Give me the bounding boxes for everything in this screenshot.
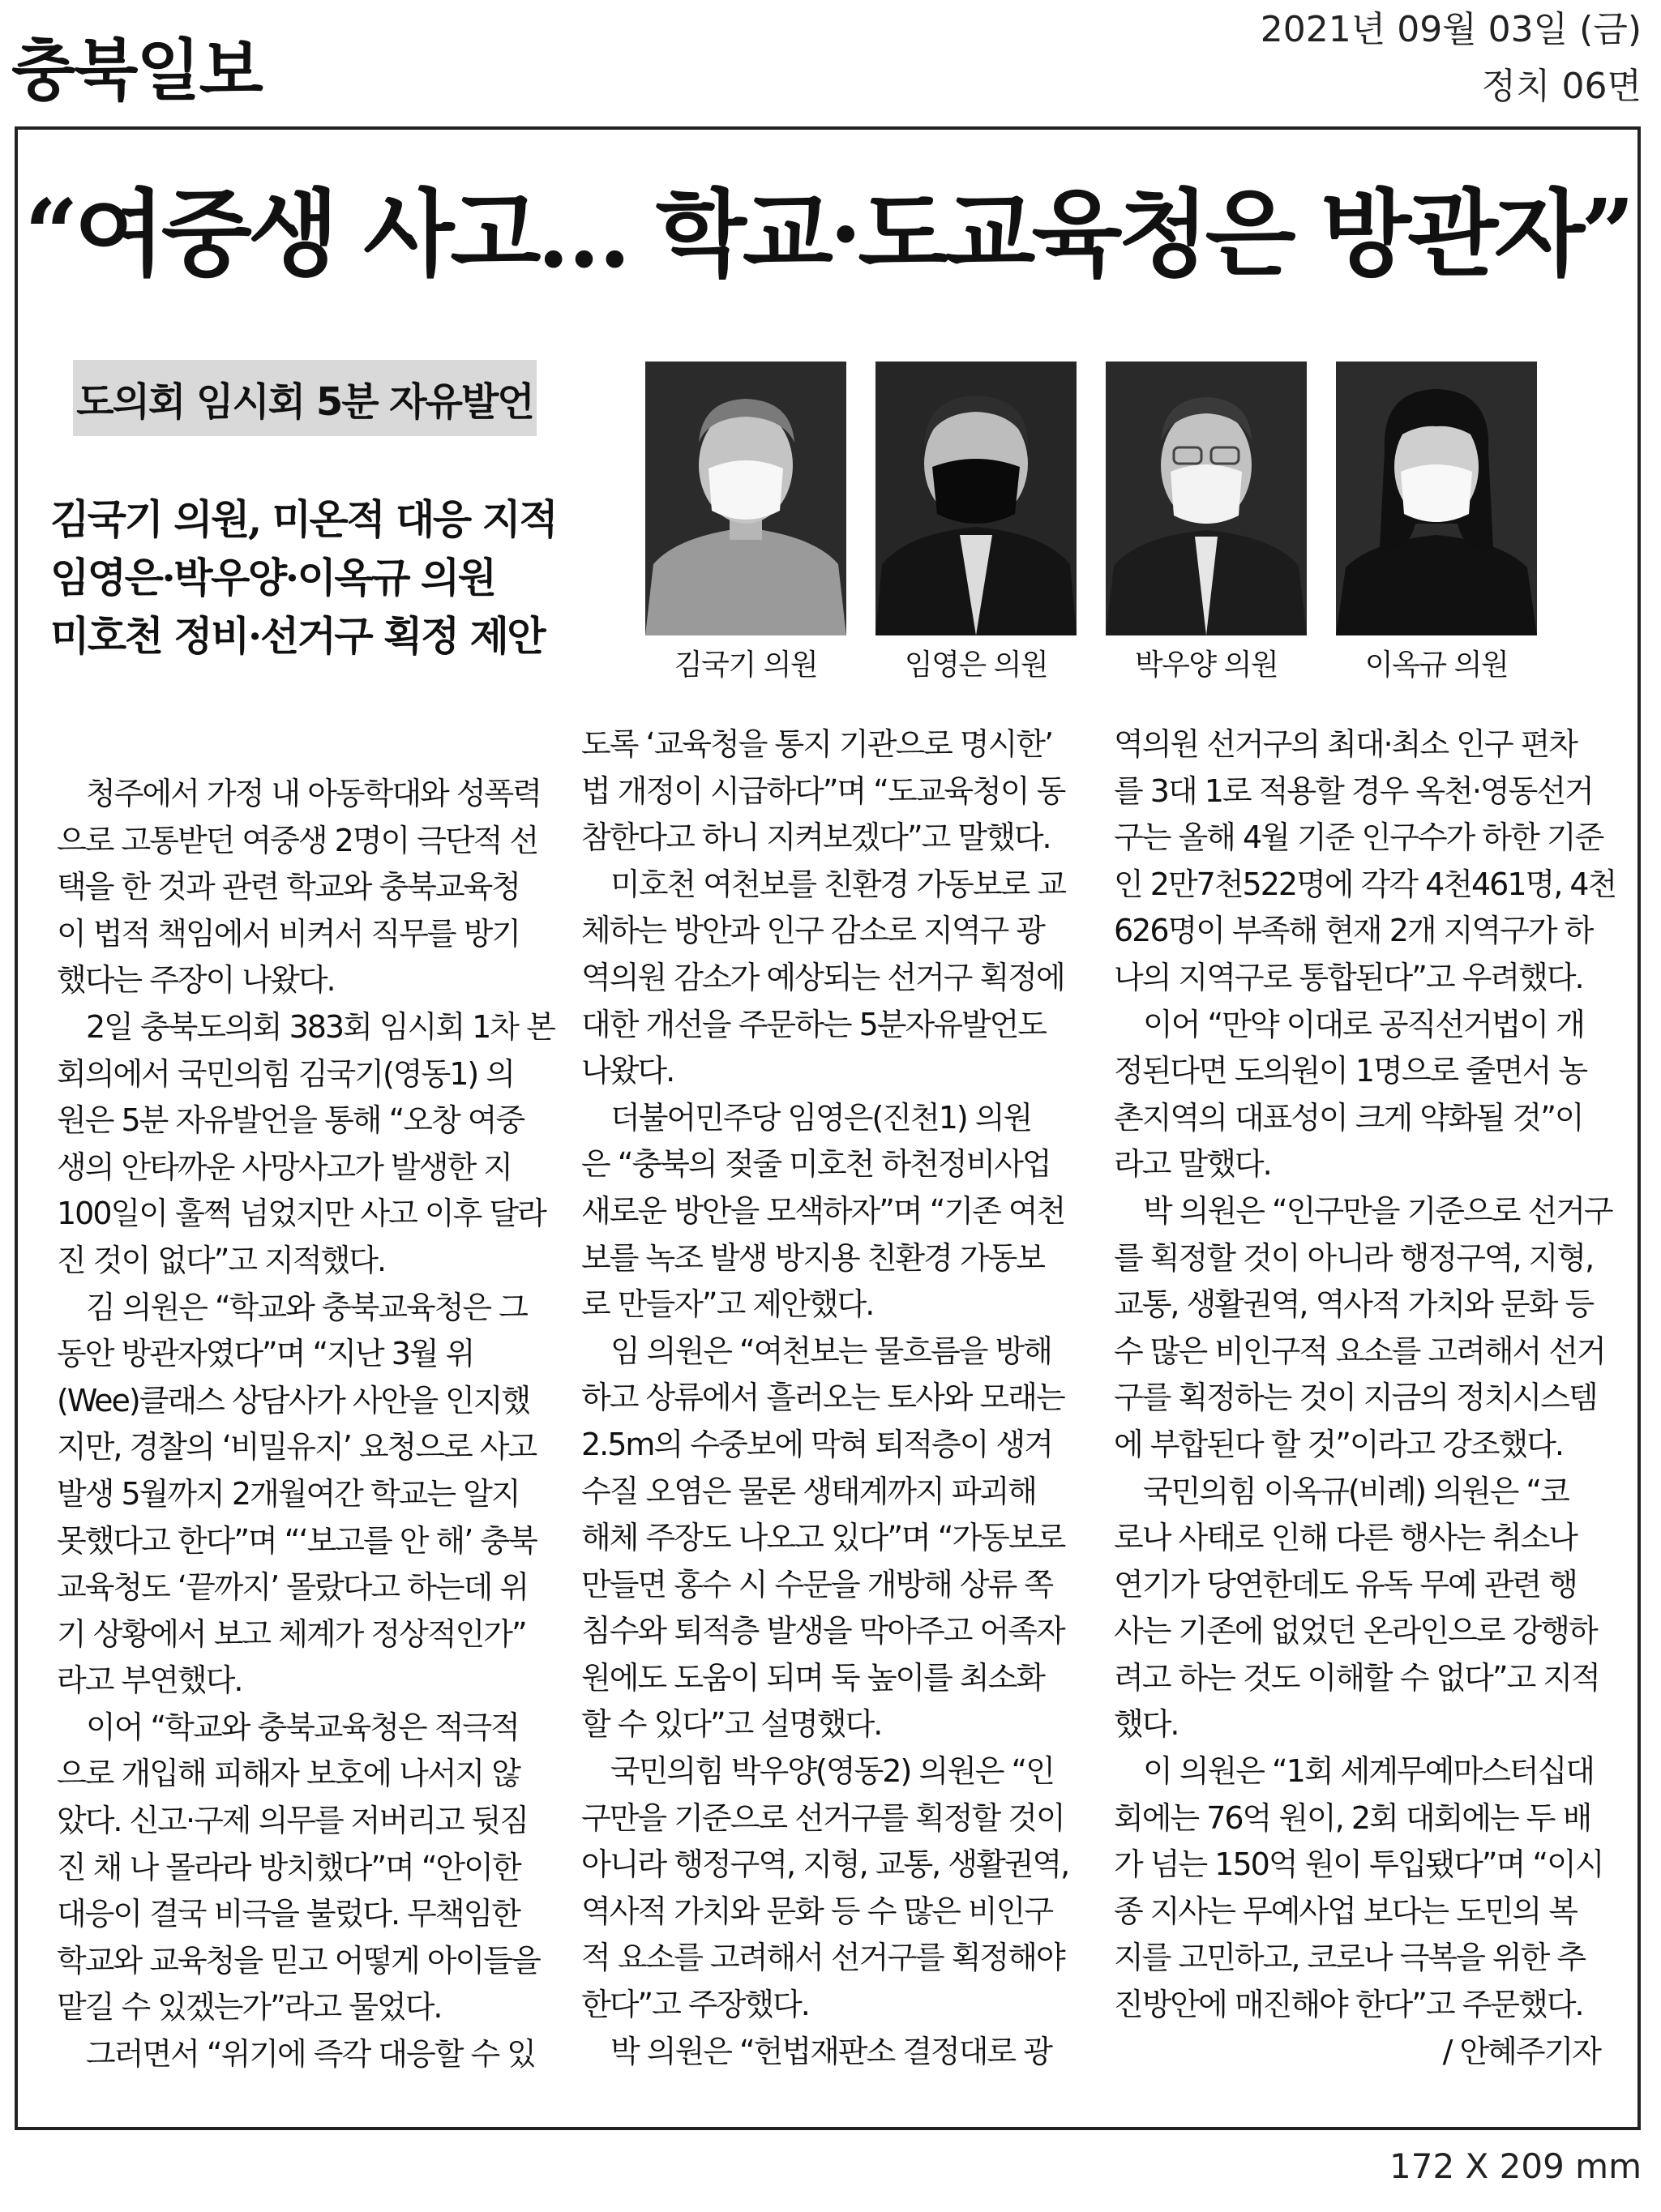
- headline: “여중생 사고… 학교·도교육청은 방관자”: [24, 179, 1631, 289]
- text-line: 법 개정이 시급하다”며 “도교육청이 동: [581, 772, 1065, 809]
- text-line: 연기가 당연한데도 유독 무예 관련 행: [1114, 1566, 1578, 1602]
- text-line: 를 3대 1로 적용할 경우 옥천·영동선거: [1114, 772, 1593, 809]
- text-line: 로나 사태로 인해 다른 행사는 취소나: [1114, 1520, 1578, 1556]
- article-column-3: [1114, 721, 1616, 2029]
- photo-caption: 박우양 의원: [1134, 648, 1278, 682]
- text-line: 진 채 나 몰라라 방치했다”며 “안이한: [57, 1849, 520, 1885]
- text-line: 이어 “학교와 충북교육청은 적극적: [57, 1709, 519, 1745]
- text-line: 침수와 퇴적층 발생을 막아주고 어족자: [581, 1613, 1064, 1649]
- text-line: 종 지사는 무예사업 보다는 도민의 복: [1114, 1893, 1578, 1929]
- text-line: 참한다고 하니 지켜보겠다”고 말했다.: [581, 819, 1051, 856]
- photo-caption: 임영은 의원: [904, 648, 1048, 682]
- article-column-1: [57, 771, 554, 2078]
- text-line: 역의원 선거구의 최대·최소 인구 편차: [1114, 726, 1578, 762]
- text-line: 할 수 있다”고 설명했다.: [581, 1706, 882, 1743]
- text-line: 박 의원은 “인구만을 기준으로 선거구: [1114, 1192, 1612, 1229]
- text-line: 지를 고민하고, 코로나 극복을 위한 추: [1114, 1940, 1586, 1976]
- text-line: 했다는 주장이 나왔다.: [57, 962, 335, 999]
- portrait-photo: [645, 362, 846, 635]
- text-line: 역의원 감소가 예상되는 선거구 획정에: [581, 959, 1064, 995]
- byline: / 안혜주기자: [1442, 2034, 1600, 2069]
- text-line: 촌지역의 대표성이 크게 약화될 것”이: [1114, 1099, 1583, 1136]
- text-line: 은 “충북의 젖줄 미호천 하천정비사업: [581, 1146, 1051, 1183]
- text-line: 사는 기존에 없었던 온라인으로 강행하: [1114, 1613, 1597, 1649]
- subheadline: 임영은·박우양·이옥규 의원: [50, 554, 495, 601]
- text-line: 나의 지역구로 통합된다”고 우려했다.: [1114, 959, 1583, 995]
- text-line: 이어 “만약 이대로 공직선거법이 개: [1114, 1006, 1584, 1042]
- text-line: 아니라 행정구역, 지형, 교통, 생활권역,: [581, 1846, 1069, 1883]
- text-line: 진 것이 없다”고 지적했다.: [57, 1242, 386, 1278]
- text-line: 나왔다.: [581, 1053, 674, 1089]
- photo-caption: 김국기 의원: [674, 648, 818, 682]
- text-line: 구만을 기준으로 선거구를 획정할 것이: [581, 1799, 1064, 1836]
- text-line: 이 법적 책임에서 비켜서 직무를 방기: [57, 915, 520, 952]
- portrait-woman-mask-icon: [1336, 362, 1537, 635]
- text-line: 려고 하는 것도 이해할 수 없다”고 지적: [1114, 1659, 1599, 1696]
- text-line: 택을 한 것과 관련 학교와 충북교육청: [57, 869, 520, 905]
- text-line: 도록 ‘교육청을 통지 기관으로 명시한’: [581, 726, 1053, 762]
- publication-date: 2021년 09월 03일 (금): [1260, 9, 1642, 50]
- text-line: 했다.: [1114, 1706, 1179, 1743]
- portrait-man-white-mask-icon: [645, 362, 846, 635]
- text-line: 라고 부연했다.: [57, 1662, 242, 1699]
- text-line: 대응이 결국 비극을 불렀다. 무책임한: [57, 1896, 520, 1932]
- text-line: 못했다고 한다”며 “‘보고를 안 해’ 충북: [57, 1522, 537, 1559]
- text-line: 626명이 부족해 현재 2개 지역구가 하: [1114, 913, 1593, 949]
- text-line: 임 의원은 “여천보는 물흐름을 방해: [581, 1333, 1051, 1369]
- text-line: 발생 5월까지 2개월여간 학교는 알지: [57, 1475, 520, 1512]
- subheadline-block: [50, 490, 557, 665]
- text-line: 구를 획정하는 것이 지금의 정치시스템: [1114, 1380, 1597, 1416]
- text-line: 김 의원은 “학교와 충북교육청은 그: [57, 1289, 527, 1325]
- text-line: 로 만들자”고 제안했다.: [581, 1286, 874, 1323]
- text-line: 새로운 방안을 모색하자”며 “기존 여천: [581, 1192, 1065, 1229]
- text-line: 기 상황에서 보고 체계가 정상적인가”: [57, 1615, 526, 1652]
- text-line: 수 많은 비인구적 요소를 고려해서 선거: [1114, 1333, 1605, 1369]
- text-line: 가 넘는 150억 원이 투입됐다”며 “이시: [1114, 1846, 1603, 1883]
- text-line: 았다. 신고·구제 의무를 저버리고 뒷짐: [57, 1803, 529, 1839]
- text-line: 이 의원은 “1회 세계무예마스터십대: [1114, 1753, 1595, 1790]
- text-line: 그러면서 “위기에 즉각 대응할 수 있: [57, 2036, 535, 2073]
- text-line: 교육청도 ‘끝까지’ 몰랐다고 하는데 위: [57, 1569, 529, 1606]
- text-line: (Wee)클래스 상담사가 사안을 인지했: [57, 1382, 530, 1418]
- text-line: 를 획정할 것이 아니라 행정구역, 지형,: [1114, 1239, 1594, 1276]
- text-line: 으로 고통받던 여중생 2명이 극단적 선: [57, 822, 538, 858]
- photo-caption: 이옥규 의원: [1364, 648, 1509, 682]
- text-line: 2.5m의 수중보에 막혀 퇴적층이 생겨: [581, 1426, 1052, 1462]
- text-line: 회에는 76억 원이, 2회 대회에는 두 배: [1114, 1799, 1591, 1836]
- text-line: 박 의원은 “헌법재판소 결정대로 광: [581, 2033, 1051, 2069]
- article-column-2: [581, 721, 1068, 2075]
- text-line: 동안 방관자였다”며 “지난 3월 위: [57, 1336, 474, 1372]
- text-line: 역사적 가치와 문화 등 수 많은 비인구: [581, 1893, 1053, 1929]
- text-line: 으로 개입해 피해자 보호에 나서지 않: [57, 1756, 520, 1792]
- subheadline: 미호천 정비·선거구 획정 제안: [50, 612, 545, 660]
- text-line: 수질 오염은 물론 생태계까지 파괴해: [581, 1473, 1036, 1509]
- text-line: 보를 녹조 발생 방지용 친환경 가동보: [581, 1239, 1045, 1276]
- text-line: 대한 개선을 주문하는 5분자유발언도: [581, 1006, 1047, 1042]
- text-line: 청주에서 가정 내 아동학대와 성폭력: [57, 776, 541, 811]
- text-line: 회의에서 국민의힘 김국기(영동1) 의: [57, 1055, 514, 1092]
- text-line: 정된다면 도의원이 1명으로 줄면서 농: [1114, 1053, 1587, 1089]
- text-line: 원에도 도움이 되며 둑 높이를 최소화: [581, 1659, 1045, 1696]
- portrait-photo: [1336, 362, 1537, 635]
- text-line: 구는 올해 4월 기준 인구수가 하한 기준: [1114, 819, 1603, 856]
- subheadline: 김국기 의원, 미온적 대응 지적: [50, 495, 557, 543]
- text-line: 진방안에 매진해야 한다”고 주문했다.: [1114, 1987, 1583, 2023]
- text-line: 하고 상류에서 흘러오는 토사와 모래는: [581, 1380, 1064, 1416]
- portrait-man-black-mask-icon: [875, 362, 1077, 635]
- portrait-man-glasses-mask-icon: [1106, 362, 1307, 635]
- text-line: 적 요소를 고려해서 선거구를 획정해야: [581, 1940, 1064, 1976]
- text-line: 만들면 홍수 시 수문을 개방해 상류 쪽: [581, 1566, 1053, 1602]
- text-line: 지만, 경찰의 ‘비밀유지’ 요청으로 사고: [57, 1429, 537, 1465]
- text-line: 에 부합된다 할 것”이라고 강조했다.: [1114, 1426, 1563, 1462]
- text-line: 생의 안타까운 사망사고가 발생한 지: [57, 1149, 512, 1185]
- text-line: 체하는 방안과 인구 감소로 지역구 광: [581, 913, 1045, 949]
- portrait-photo: [875, 362, 1077, 635]
- text-line: 국민의힘 박우양(영동2) 의원은 “인: [581, 1753, 1054, 1790]
- text-line: 교통, 생활권역, 역사적 가치와 문화 등: [1114, 1286, 1594, 1323]
- text-line: 학교와 교육청을 믿고 어떻게 아이들을: [57, 1942, 540, 1979]
- masthead: 충북일보: [11, 32, 262, 109]
- kicker-box: 도의회 임시회 5분 자유발언: [73, 360, 537, 436]
- text-line: 인 2만7천522명에 각각 4천461명, 4천: [1114, 866, 1616, 902]
- text-line: 한다”고 주장했다.: [581, 1987, 809, 2023]
- section-page: 정치 06면: [1481, 66, 1642, 107]
- clipping-size: 172 X 209 mm: [1389, 2146, 1642, 2186]
- portrait-photo: [1106, 362, 1307, 635]
- text-line: 라고 말했다.: [1114, 1146, 1271, 1183]
- text-line: 맡길 수 있겠는가”라고 물었다.: [57, 1989, 442, 2026]
- text-line: 해체 주장도 나오고 있다”며 “가동보로: [581, 1520, 1065, 1556]
- text-line: 국민의힘 이옥규(비례) 의원은 “코: [1114, 1473, 1569, 1509]
- text-line: 원은 5분 자유발언을 통해 “오창 여중: [57, 1102, 524, 1139]
- text-line: 2일 충북도의회 383회 임시회 1차 본: [57, 1008, 554, 1045]
- text-line: 미호천 여천보를 친환경 가동보로 교: [581, 866, 1065, 902]
- text-line: 더불어민주당 임영은(진천1) 의원: [581, 1099, 1032, 1136]
- text-line: 100일이 훌쩍 넘었지만 사고 이후 달라: [57, 1196, 546, 1232]
